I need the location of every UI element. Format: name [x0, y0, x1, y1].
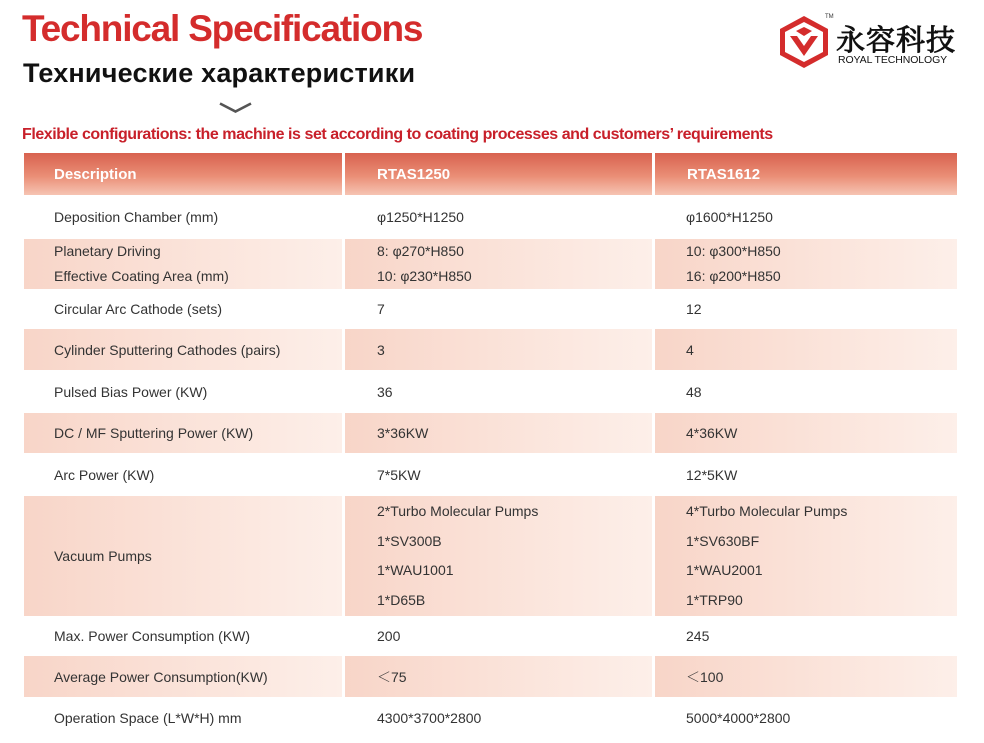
rtas1612-value: 1*SV630BF [686, 532, 760, 549]
rtas1612-value: ＜100 [686, 668, 724, 685]
rtas1612-value: 12*5KW [686, 466, 738, 483]
table-row [24, 656, 957, 697]
row-description: Average Power Consumption(KW) [54, 668, 268, 685]
table-row [24, 616, 957, 656]
rtas1612-value: 4 [686, 341, 694, 358]
rtas1250-value: 200 [377, 628, 401, 644]
royal-technology-logo-icon [776, 14, 832, 70]
rtas1250-value: 7 [377, 301, 385, 317]
table-row [24, 289, 957, 329]
row-description: Effective Coating Area (mm) [54, 268, 229, 284]
rtas1612-value: 10: φ300*H850 [686, 243, 781, 259]
rtas1612-value: 16: φ200*H850 [686, 268, 781, 284]
rtas1612-value: 1*TRP90 [686, 591, 743, 608]
row-description: DC / MF Sputtering Power (KW) [54, 425, 254, 441]
row-description: Circular Arc Cathode (sets) [54, 301, 223, 317]
table-row [24, 697, 957, 739]
rtas1250-value: 1*SV300B [377, 532, 442, 549]
rtas1250-value: 10: φ230*H850 [377, 268, 472, 284]
table-row [24, 453, 957, 496]
logo-english-name: ROYAL TECHNOLOGY [838, 54, 948, 66]
rtas1612-value: 1*WAU2001 [686, 562, 763, 578]
table-row [24, 496, 957, 616]
row-description: Pulsed Bias Power (KW) [54, 383, 208, 400]
company-logo [776, 14, 966, 74]
rtas1250-value: 1*D65B [377, 591, 426, 608]
rtas1612-value: 12 [686, 301, 702, 317]
rtas1250-value: 1*WAU1001 [377, 562, 454, 578]
chevron-down-icon [219, 102, 252, 114]
table-row [24, 413, 957, 453]
rtas1612-value: 245 [686, 628, 710, 644]
rtas1250-value: 4300*3700*2800 [377, 710, 482, 726]
row-description: Max. Power Consumption (KW) [54, 628, 251, 644]
trademark-label: TM [825, 14, 834, 20]
logo-chinese-name: 永容科技 [836, 23, 957, 57]
row-description: Operation Space (L*W*H) mm [54, 710, 242, 726]
rtas1250-value: φ1250*H1250 [377, 209, 464, 225]
row-description: Cylinder Sputtering Cathodes (pairs) [54, 341, 281, 358]
page-title-russian: Технические характеристики [23, 58, 416, 88]
rtas1250-value: 3*36KW [377, 425, 429, 441]
rtas1250-value: ＜75 [377, 668, 407, 685]
row-description: Planetary Driving [54, 243, 161, 259]
rtas1612-value: 48 [686, 383, 702, 400]
table-header-row [24, 153, 957, 195]
table-row [24, 239, 957, 289]
rtas1250-value: 36 [377, 383, 393, 400]
rtas1250-value: 8: φ270*H850 [377, 243, 464, 259]
specifications-table [24, 153, 957, 739]
rtas1250-value: 2*Turbo Molecular Pumps [377, 503, 539, 519]
row-description: Vacuum Pumps [54, 548, 152, 564]
page-title-english: Technical Specifications [22, 8, 423, 49]
column-header-rtas1250: RTAS1250 [342, 153, 652, 195]
table-row [24, 195, 957, 239]
table-row [24, 370, 957, 413]
rtas1612-value: φ1600*H1250 [686, 209, 773, 225]
configuration-subtitle: Flexible configurations: the machine is set according to coating processes and customers’ requirements [22, 126, 773, 143]
rtas1612-value: 4*Turbo Molecular Pumps [686, 503, 848, 519]
rtas1612-value: 5000*4000*2800 [686, 710, 791, 726]
rtas1250-value: 7*5KW [377, 466, 421, 483]
row-description: Deposition Chamber (mm) [54, 209, 219, 225]
rtas1250-value: 3 [377, 341, 385, 358]
column-header-rtas1612: RTAS1612 [652, 153, 957, 195]
table-row [24, 329, 957, 370]
rtas1612-value: 4*36KW [686, 425, 738, 441]
column-header-description: Description [24, 153, 342, 195]
row-description: Arc Power (KW) [54, 466, 155, 483]
